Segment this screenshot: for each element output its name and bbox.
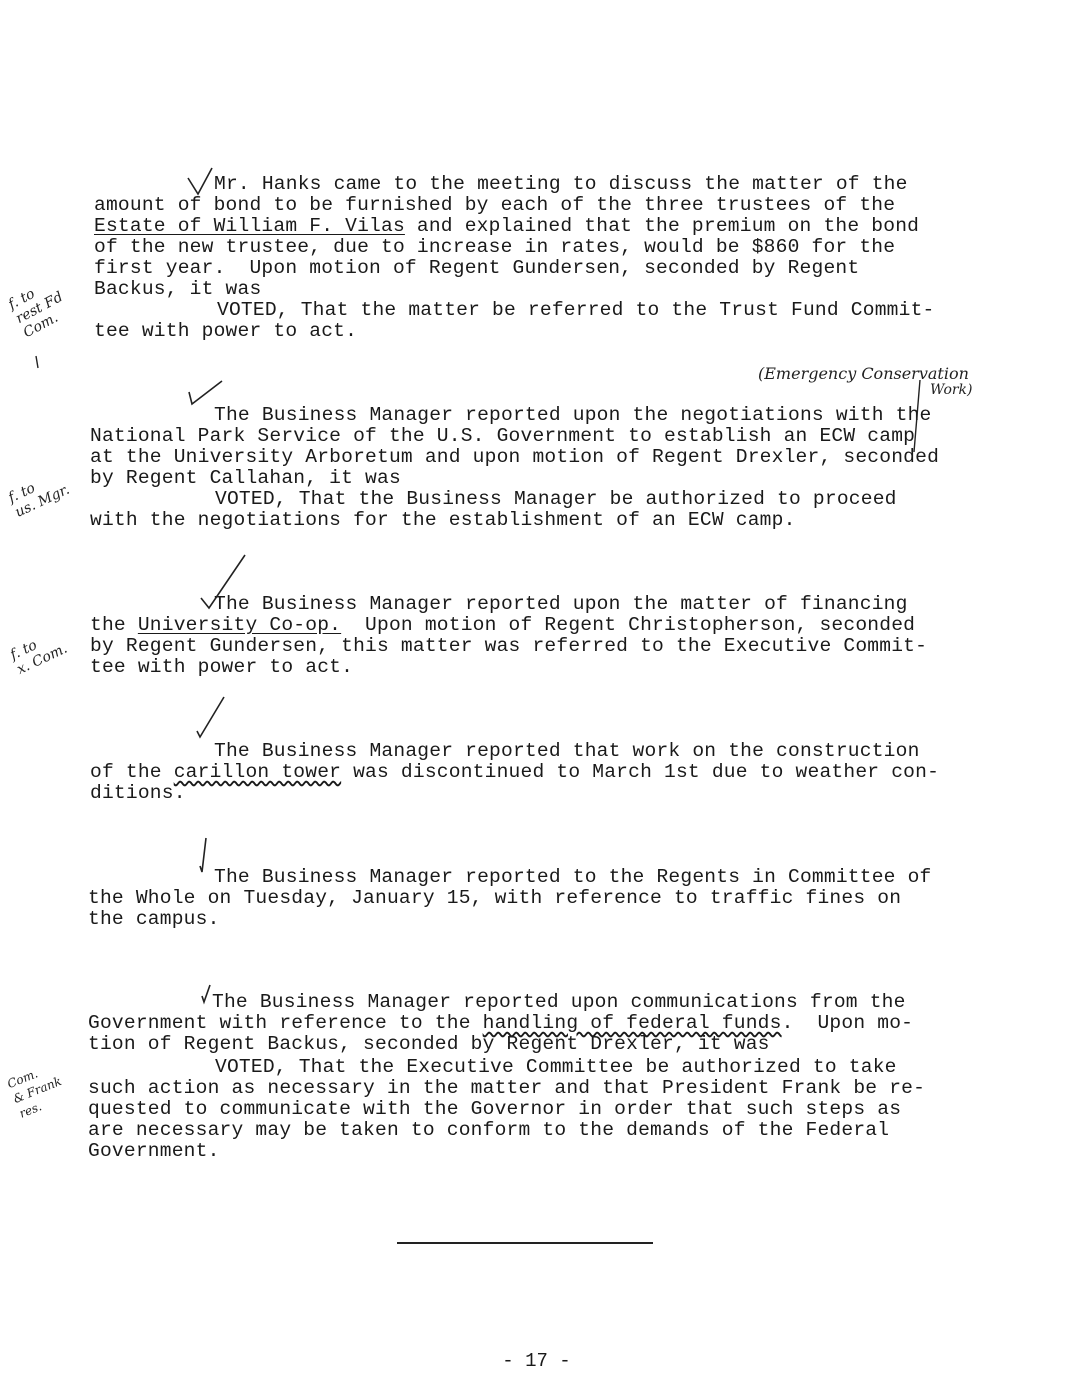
carillon-tower-underline: carillon tower xyxy=(173,761,342,783)
page-number: - 17 - xyxy=(502,1350,571,1372)
federal-funds-underline: handling of federal funds xyxy=(482,1012,782,1034)
p2-line-5: VOTED, That the Business Manager be authorized to proceed xyxy=(215,488,897,510)
p2-line-4: by Regent Callahan, it was xyxy=(90,467,401,489)
p1-line-8: tee with power to act. xyxy=(94,320,358,342)
ecw-handwritten-note-2: Work) xyxy=(930,382,973,398)
p6-line-4: VOTED, That the Executive Committee be authorized to take xyxy=(215,1056,897,1078)
p6-line-6: quested to communicate with the Governor in order that such steps as xyxy=(88,1098,902,1120)
p6-line-1: The Business Manager reported upon communications from the xyxy=(212,991,906,1013)
checkmark-icon xyxy=(200,838,206,872)
p1-line-5: first year. Upon motion of Regent Gundersen, seconded by Regent xyxy=(94,257,860,279)
p1-line-2: amount of bond to be furnished by each of the three trustees of the xyxy=(94,194,896,216)
p3-line-4: tee with power to act. xyxy=(90,656,354,678)
p4-line-3: ditions. xyxy=(90,782,186,804)
p1-line-3: Estate of William F. Vilas and explained that the premium on the bond xyxy=(94,215,920,237)
margin-note-frank: Com. & Frank res. xyxy=(5,1066,64,1121)
p3-line-2: the University Co-op. Upon motion of Regent Christopherson, seconded xyxy=(90,614,916,636)
p5-line-1: The Business Manager reported to the Regents in Committee of xyxy=(214,866,932,888)
p1-line-1: Mr. Hanks came to the meeting to discuss the matter of the xyxy=(214,173,908,195)
p4-line-1: The Business Manager reported that work on the construction xyxy=(214,740,920,762)
checkmark-icon xyxy=(202,985,210,1002)
margin-note-ex-com: f. to x. Com. xyxy=(7,637,70,678)
p6-line-7: are necessary may be taken to conform to the demands of the Federal xyxy=(88,1119,890,1141)
university-coop-underline: University Co-op. xyxy=(137,614,342,636)
estate-vilas-underline: Estate of William F. Vilas xyxy=(94,215,405,237)
checkmark-icon xyxy=(197,697,224,737)
p2-line-2: National Park Service of the U.S. Government to establish an ECW camp xyxy=(90,425,916,447)
p3-line-1: The Business Manager reported upon the matter of financing xyxy=(214,593,908,615)
p6-line-3: tion of Regent Backus, seconded by Regent Drexler, it was xyxy=(88,1033,770,1055)
ecw-handwritten-note-1: (Emergency Conservation xyxy=(758,364,969,383)
p2-line-6: with the negotiations for the establishment of an ECW camp. xyxy=(90,509,796,531)
p1-line-6: Backus, it was xyxy=(94,278,262,300)
p1-line-4: of the new trustee, due to increase in rates, would be $860 for the xyxy=(94,236,896,258)
checkmark-icon xyxy=(189,381,222,404)
p5-line-3: the campus. xyxy=(88,908,220,930)
p5-line-2: the Whole on Tuesday, January 15, with reference to traffic fines on xyxy=(88,887,902,909)
p2-line-1: The Business Manager reported upon the negotiations with the xyxy=(214,404,932,426)
checkmark-icon xyxy=(36,356,38,368)
closing-rule xyxy=(397,1242,653,1244)
p4-line-2: of the carillon tower was discontinued to March 1st due to weather con- xyxy=(90,761,940,783)
checkmark-icon xyxy=(188,168,212,194)
margin-note-trust-fund: f. to rest Fd Com. xyxy=(5,285,66,342)
margin-note-bus-mgr: f. to us. Mgr. xyxy=(5,480,73,521)
p6-line-5: such action as necessary in the matter and that President Frank be re- xyxy=(88,1077,926,1099)
p1-line-7: VOTED, That the matter be referred to the Trust Fund Commit- xyxy=(217,299,935,321)
p2-line-3: at the University Arboretum and upon motion of Regent Drexler, seconded xyxy=(90,446,940,468)
p6-line-8: Government. xyxy=(88,1140,220,1162)
p6-line-2: Government with reference to the handling of federal funds. Upon mo- xyxy=(88,1012,914,1034)
p3-line-3: by Regent Gundersen, this matter was referred to the Executive Commit- xyxy=(90,635,928,657)
